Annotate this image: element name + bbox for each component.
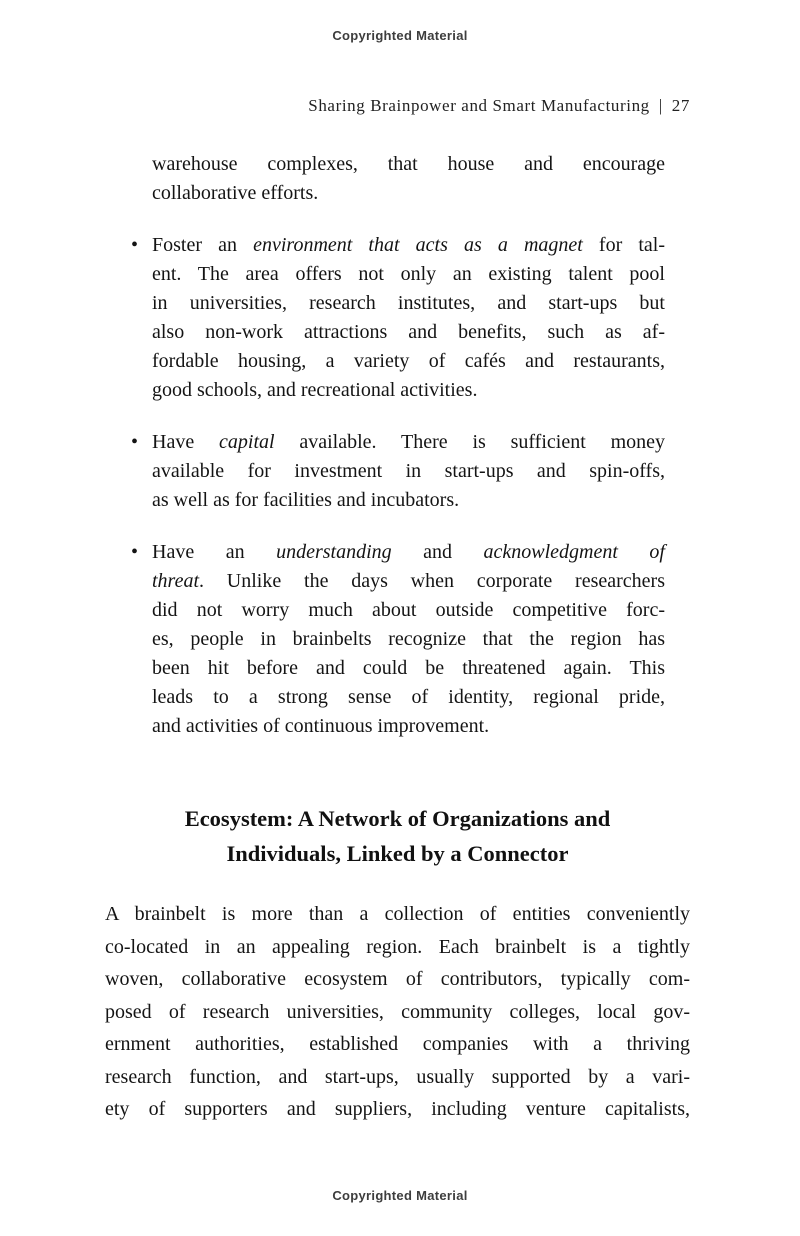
bullet-item — [131, 538, 665, 741]
text-line — [105, 963, 690, 996]
text-segment-italic: acknowledgment of — [483, 541, 665, 563]
page-content — [105, 96, 690, 1126]
text-segment: warehouse complexes, that house and encourage — [152, 153, 665, 175]
text-line — [152, 486, 665, 515]
text-line — [152, 567, 665, 596]
text-line — [105, 801, 690, 836]
text-segment: ent. The area offers not only an existing talent pool — [152, 263, 665, 285]
text-segment: leads to a strong sense of identity, regional pride, — [152, 686, 665, 708]
text-segment: also non-work attractions and benefits, such as af- — [152, 321, 665, 343]
running-header — [105, 96, 690, 116]
intro-paragraph — [152, 150, 665, 208]
text-segment: Foster an — [152, 234, 254, 256]
text-segment: as well as for facilities and incubators. — [152, 489, 460, 511]
text-segment: A brainbelt is more than a collection of entities conveniently — [105, 903, 690, 925]
text-segment: . Unlike the days when corporate researchers — [199, 570, 665, 592]
text-line — [105, 931, 690, 964]
text-segment: did not worry much about outside competitive forc- — [152, 599, 665, 621]
text-segment: available. There is sufficient money — [274, 431, 665, 453]
page-number: 27 — [671, 96, 690, 115]
text-line — [105, 836, 690, 871]
text-line — [105, 1028, 690, 1061]
text-segment: co-located in an appealing region. Each brainbelt is a tightly — [105, 935, 690, 958]
text-line — [152, 231, 665, 260]
bullet-text — [152, 538, 665, 741]
bullet-item — [131, 428, 665, 515]
text-segment: ernment authorities, established companies with a thriving — [105, 1033, 690, 1055]
text-segment: for tal- — [582, 234, 666, 256]
text-line — [105, 1093, 690, 1126]
text-segment-italic: environment that acts as a magnet — [253, 234, 583, 256]
text-line — [152, 260, 665, 289]
text-segment: fordable housing, a variety of cafés and restaurants, — [152, 350, 665, 372]
text-line — [152, 376, 665, 405]
bullet-item — [131, 231, 666, 405]
copyright-notice-bottom: Copyrighted Material — [332, 1188, 468, 1203]
text-segment: and — [391, 541, 484, 563]
bullet-list — [105, 231, 690, 741]
copyright-notice-top: Copyrighted Material — [332, 28, 468, 43]
text-line — [152, 596, 665, 625]
bullet-marker: • — [131, 431, 139, 453]
running-header-title: Sharing Brainpower and Smart Manufacturing — [308, 96, 650, 115]
bullet-text — [152, 428, 665, 515]
text-segment: and activities of continuous improvement. — [152, 715, 490, 737]
text-segment: been hit before and could be threatened again. This — [152, 657, 665, 679]
text-line — [152, 318, 665, 347]
text-line — [152, 457, 665, 486]
text-line — [152, 289, 665, 318]
text-segment: Ecosystem: A Network of Organizations and — [184, 806, 611, 831]
text-segment: posed of research universities, community colleges, local gov- — [105, 1000, 690, 1023]
text-segment: es, people in brainbelts recognize that the region has — [152, 628, 665, 650]
text-segment: in universities, research institutes, and start-ups but — [152, 292, 665, 314]
text-segment: woven, collaborative ecosystem of contributors, typically com- — [105, 968, 690, 990]
section-heading — [105, 801, 690, 871]
text-segment: Individuals, Linked by a Connector — [226, 841, 569, 866]
text-segment: collaborative efforts. — [152, 182, 319, 204]
text-line — [152, 538, 665, 567]
text-line — [105, 1061, 690, 1094]
text-segment: research function, and start-ups, usually supported by a vari- — [105, 1065, 690, 1088]
text-line — [152, 712, 665, 741]
text-line — [152, 625, 665, 654]
text-line — [152, 683, 665, 712]
text-line — [105, 898, 690, 931]
bullet-text — [152, 231, 665, 405]
text-segment: good schools, and recreational activities. — [152, 379, 478, 401]
text-line — [152, 428, 665, 457]
running-header-separator: | — [658, 96, 663, 115]
bullet-marker: • — [131, 541, 139, 563]
text-segment-italic: capital — [219, 431, 275, 453]
text-segment: ety of supporters and suppliers, including venture capitalists, — [105, 1098, 690, 1120]
text-segment-italic: understanding — [276, 541, 392, 563]
text-segment-italic: threat — [152, 570, 200, 592]
bullet-marker: • — [131, 234, 139, 256]
text-line — [105, 996, 690, 1029]
text-line — [152, 179, 665, 208]
text-line — [152, 150, 665, 179]
text-line — [152, 347, 665, 376]
text-segment: Have — [152, 431, 220, 453]
closing-paragraph — [105, 898, 690, 1126]
text-segment: available for investment in start-ups and spin-offs, — [152, 460, 665, 482]
text-segment: Have an — [152, 541, 277, 563]
text-line — [152, 654, 665, 683]
